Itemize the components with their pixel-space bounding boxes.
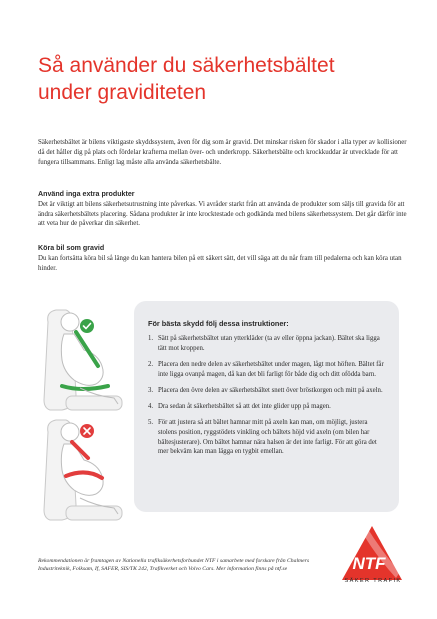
- page-title: [38, 52, 418, 106]
- check-icon: [80, 319, 94, 333]
- instructions-panel: [134, 301, 399, 512]
- instruction-text: Placera den övre delen av säkerhetsbältet snett över bröstkorgen och mitt på axeln.: [158, 386, 383, 394]
- instruction-text: Dra sedan åt säkerhetsbältet så att det inte glider upp på magen.: [158, 403, 331, 411]
- title-line-2: under graviditeten: [38, 81, 207, 104]
- section-body: Du kan fortsätta köra bil så länge du kan hantera bilen på ett säkert sätt, det vill säga att du når fram till pedalerna och kan köra utan hinder.: [38, 254, 402, 272]
- section-heading: Köra bil som gravid: [38, 244, 105, 252]
- instruction-text: För att justera så att bältet hamnar mitt på axeln kan man, om möjligt, justera stolens position, ryggstödets vinkling och bältets höjd vid axeln (om bilen har bältesjusterare). Om bältet hamnar nära halsen är det inte farligt. För att göra det mer bekväm kan man lägga en tygbit emellan.: [158, 419, 377, 456]
- intro-paragraph: Säkerhetsbältet är bilens viktigaste skyddssystem, även för dig som är gravid. Det minskar risken för skador i alla typer av kollisioner då det håller dig på plats och fördelar krafterna mellan över- och underkropp. Säkerhetsbälte och krockkuddar är utvecklade för att fungera tillsammans. Enligt lag måste alla använda säkerhetsbälte.: [38, 139, 407, 166]
- instruction-item: [148, 402, 388, 412]
- instruction-item: [148, 360, 388, 379]
- section-body: Det är viktigt att bilens säkerhetsutrustning inte påverkas. Vi avråder starkt från att använda de produkter som säljs till gravida för att ändra säkerhetsbältets placering. Sådana produkter är inte krocktestade och godkända med bilens säkerhetssystem. Det går därför inte att veta hur de påverkar din säkerhet.: [38, 200, 407, 228]
- instruction-text: Placera den nedre delen av säkerhetsbältet under magen, lågt mot höften. Bältet får inte ligga ovanpå magen, då kan det bli farligt för både dig och ditt ofödda barn.: [158, 360, 384, 378]
- section-driving: [38, 244, 410, 273]
- logo-text: NTF: [352, 554, 386, 573]
- section-heading: Använd inga extra produkter: [38, 190, 135, 198]
- instruction-text: Sätt på säkerhetsbältet utan ytterkläder (ta av eller öppna jackan). Bältet ska ligga tätt mot kroppen.: [158, 335, 380, 352]
- instructions-list: [148, 334, 388, 464]
- instruction-number: 4.: [148, 403, 154, 411]
- instruction-item: [148, 418, 388, 457]
- instruction-number: 5.: [148, 419, 154, 427]
- instructions-title: För bästa skydd följ dessa instruktioner:: [148, 319, 289, 328]
- cross-icon: [80, 424, 94, 438]
- instruction-item: [148, 386, 388, 396]
- section-extra-products: [38, 190, 410, 229]
- instruction-number: 3.: [148, 386, 154, 394]
- instruction-item: [148, 334, 388, 353]
- title-line-1: Så använder du säkerhetsbältet: [38, 54, 335, 77]
- seatbelt-illustration: [36, 300, 136, 540]
- footnote: Rekommendationen är framtagen av Nationella trafiksäkerhetsforbundet NTF i samarbete med forskare från Chalmers Industriteknik, Folksam, If, SAFER, SIS/TK 242, Trafikverket och Volvo Cars. Mer information finns på ntf.se: [38, 558, 310, 573]
- instruction-number: 1.: [148, 335, 154, 342]
- instruction-number: 2.: [148, 360, 154, 368]
- logo-subtitle: SÄKER TRAFIK: [344, 578, 402, 584]
